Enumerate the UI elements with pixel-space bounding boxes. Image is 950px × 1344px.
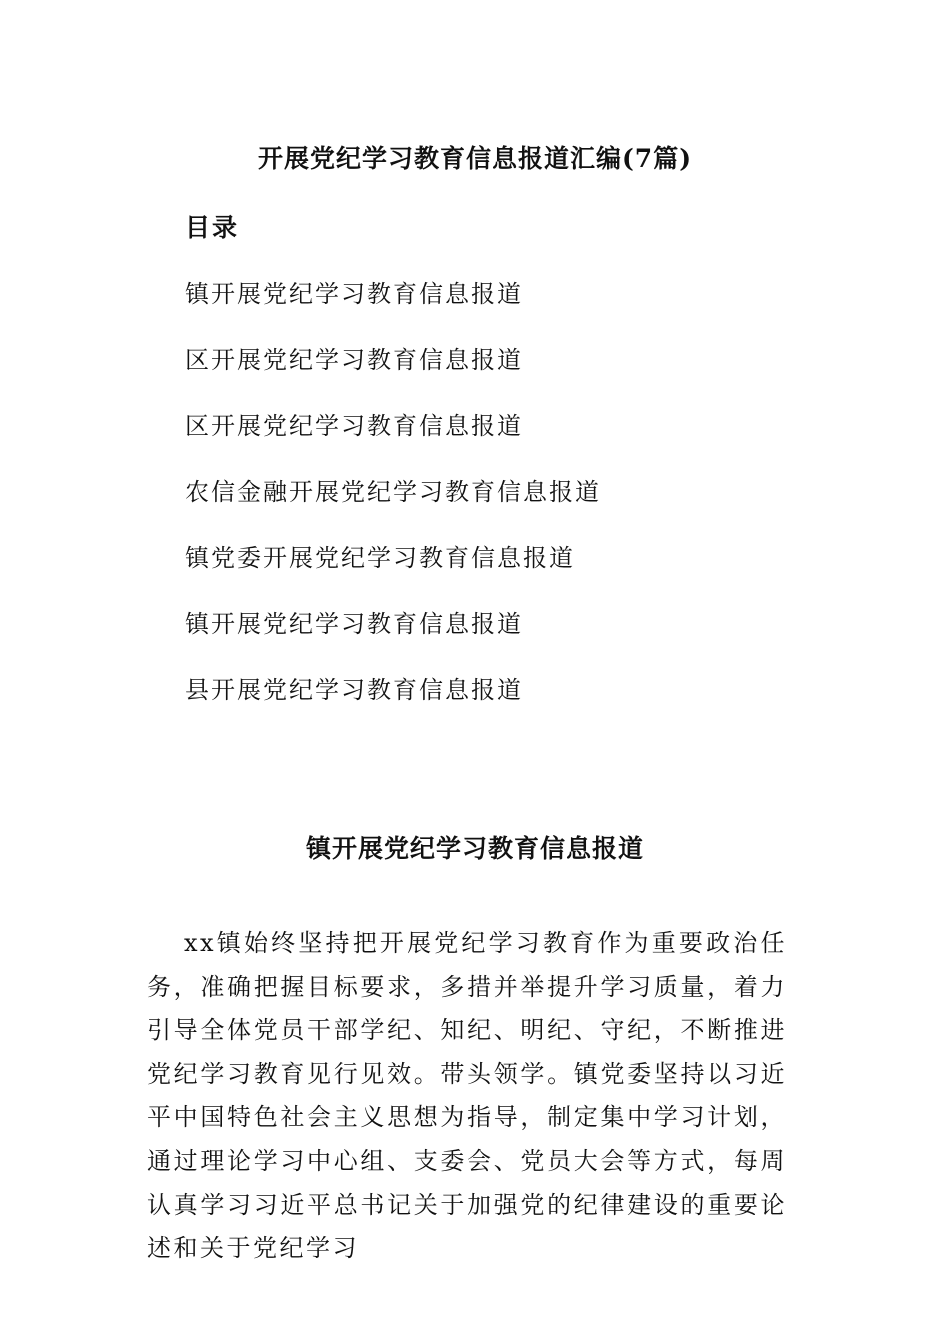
toc-item: 县开展党纪学习教育信息报道: [185, 676, 523, 704]
body-paragraph: xx镇始终坚持把开展党纪学习教育作为重要政治任务，准确把握目标要求，多措并举提升学习质量，着力引导全体党员干部学纪、知纪、明纪、守纪，不断推进党纪学习教育见行见效。带头领学。镇党委坚持以习近平中国特色社会主义思想为指导，制定集中学习计划，通过理论学习中心组、支委会、党员大会等方式，每周认真学习习近平总书记关于加强党的纪律建设的重要论述和关于党纪学习: [147, 929, 787, 1263]
toc-item: 区开展党纪学习教育信息报道: [185, 412, 523, 440]
toc-item: 镇开展党纪学习教育信息报道: [185, 280, 523, 308]
toc-list: [185, 277, 601, 739]
toc-heading: 目录: [185, 213, 240, 242]
toc-item: 镇开展党纪学习教育信息报道: [185, 610, 523, 638]
toc-item: 镇党委开展党纪学习教育信息报道: [185, 544, 575, 572]
toc-item: 农信金融开展党纪学习教育信息报道: [185, 478, 601, 506]
section-title: 镇开展党纪学习教育信息报道: [305, 833, 644, 863]
document-title: 开展党纪学习教育信息报道汇编(7篇): [257, 143, 693, 173]
toc-item: 区开展党纪学习教育信息报道: [185, 346, 523, 374]
